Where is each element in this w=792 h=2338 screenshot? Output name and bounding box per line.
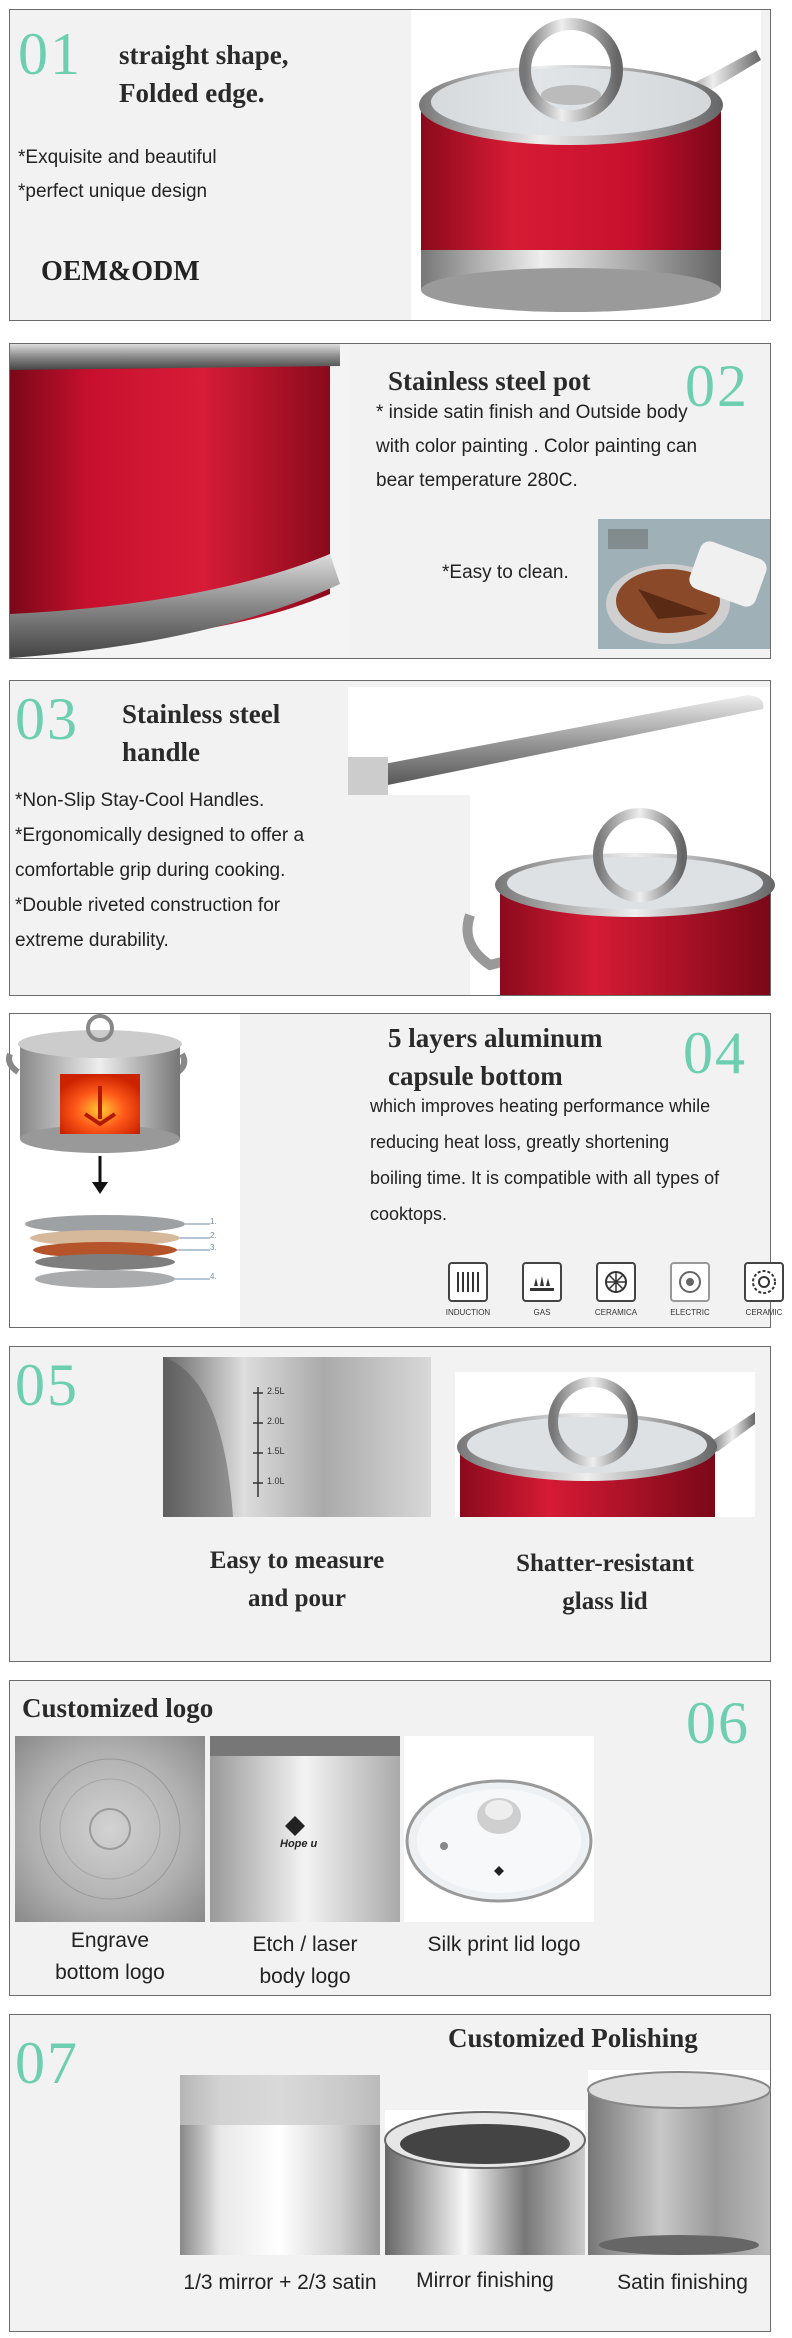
glass-lid-photo [455, 1372, 755, 1517]
scale-mark: 2.0L [267, 1416, 285, 1426]
title-line: Folded edge. [119, 78, 265, 108]
handle-closeup-photo [348, 687, 770, 795]
gas-icon [514, 1262, 570, 1317]
layer-label: 4. [210, 1272, 217, 1281]
section-06 [9, 1680, 771, 1996]
electric-icon [662, 1262, 718, 1317]
scale-mark: 2.5L [267, 1386, 285, 1396]
mirror-finish-photo [385, 2110, 585, 2255]
pot-closeup-photo [10, 344, 350, 658]
section-number: 06 [686, 1690, 750, 1756]
section-number: 03 [15, 686, 79, 752]
engraved-bottom-photo [15, 1736, 205, 1922]
feature-caption: 1/3 mirror + 2/3 satin [183, 2271, 377, 2294]
ceramic-icon [736, 1262, 792, 1317]
feature-caption: Satin finishing [617, 2271, 748, 2294]
feature-text: *Exquisite and beautiful [18, 147, 217, 168]
section-title: Customized Polishing [448, 2023, 698, 2053]
feature-text: reducing heat loss, greatly shortening [370, 1132, 670, 1152]
mirror-satin-pot-photo [180, 2075, 380, 2255]
icon-label: CERAMICA [594, 1308, 638, 1317]
title-line: Stainless steel [122, 699, 281, 729]
oem-label: OEM&ODM [41, 256, 200, 287]
satin-finish-photo [588, 2070, 770, 2255]
section-title [122, 695, 280, 771]
feature-text: with color painting . Color painting can [376, 436, 698, 457]
caption-line: Easy to measure [209, 1547, 385, 1574]
cleaning-pot-photo [598, 519, 770, 649]
scale-mark: 1.0L [267, 1476, 285, 1486]
section-01 [9, 9, 771, 321]
feature-text: *Ergonomically designed to offer a [15, 825, 305, 846]
feature-text: extreme durability. [15, 930, 169, 951]
feature-text: bear temperature 280C. [376, 470, 578, 491]
layer-label: 3. [210, 1243, 217, 1252]
caption-line: and pour [248, 1585, 346, 1612]
induction-icon [440, 1262, 496, 1317]
section-07 [9, 2014, 771, 2332]
section-number: 07 [15, 2030, 79, 2096]
etched-body-photo [210, 1736, 400, 1922]
caption-line: Shatter-resistant [516, 1550, 694, 1577]
feature-text: which improves heating performance while [370, 1096, 711, 1116]
section-title [388, 1019, 603, 1095]
caption-line: body logo [259, 1965, 351, 1988]
caption-line: Etch / laser [252, 1933, 358, 1956]
feature-caption: Mirror finishing [416, 2269, 554, 2292]
feature-caption: Silk print lid logo [427, 1933, 581, 1956]
cooktop-icons [440, 1262, 792, 1317]
section-02 [9, 343, 771, 659]
section-number: 02 [685, 353, 749, 419]
red-saucepan-photo [411, 10, 761, 320]
section-number: 01 [18, 21, 82, 87]
layer-label: 1. [210, 1217, 217, 1226]
glass-lid-logo-photo [404, 1736, 594, 1922]
caption-line: glass lid [562, 1588, 648, 1615]
section-title: Stainless steel pot [388, 366, 591, 396]
icon-label: ELECTRIC [670, 1308, 710, 1317]
capsule-bottom-diagram [10, 1014, 240, 1327]
title-line: capsule bottom [388, 1061, 563, 1091]
caption-line: Engrave [70, 1929, 150, 1952]
section-03 [9, 680, 771, 996]
section-05 [9, 1346, 771, 1662]
section-title: Customized logo [22, 1693, 214, 1723]
feature-text: boiling time. It is compatible with all types of [370, 1168, 720, 1188]
feature-text-block [376, 396, 697, 498]
feature-caption [210, 1929, 400, 1993]
body-logo-text: Hope u [280, 1838, 318, 1850]
caption-line: bottom logo [55, 1961, 165, 1984]
title-line: straight shape, [119, 40, 289, 70]
section-number: 04 [683, 1020, 747, 1086]
feature-text: comfortable grip during cooking. [15, 860, 286, 881]
feature-caption [15, 1925, 205, 1989]
feature-caption [163, 1542, 431, 1618]
feature-text: cooktops. [370, 1204, 448, 1224]
section-number: 05 [15, 1352, 79, 1418]
feature-text: *Double riveted construction for [15, 895, 281, 916]
title-line: handle [122, 737, 201, 767]
feature-list [18, 141, 217, 209]
feature-text: *Easy to clean. [442, 562, 569, 583]
feature-text-block [370, 1088, 719, 1232]
scale-mark: 1.5L [267, 1446, 285, 1456]
section-title [119, 36, 289, 112]
pot-handle-photo [470, 795, 770, 995]
feature-text-block [15, 783, 304, 958]
measuring-scale-photo [163, 1357, 431, 1517]
feature-text: *perfect unique design [18, 181, 208, 202]
section-04 [9, 1013, 783, 1328]
feature-text: * inside satin finish and Outside body [376, 402, 688, 423]
icon-label: INDUCTION [445, 1308, 491, 1317]
icon-label: GAS [533, 1308, 551, 1317]
title-line: 5 layers aluminum [388, 1023, 603, 1053]
icon-label: CERAMIC [745, 1308, 783, 1317]
ceramica-icon [588, 1262, 644, 1317]
feature-text: *Non-Slip Stay-Cool Handles. [15, 790, 265, 811]
feature-caption [460, 1545, 750, 1621]
layer-label: 2. [210, 1231, 217, 1240]
